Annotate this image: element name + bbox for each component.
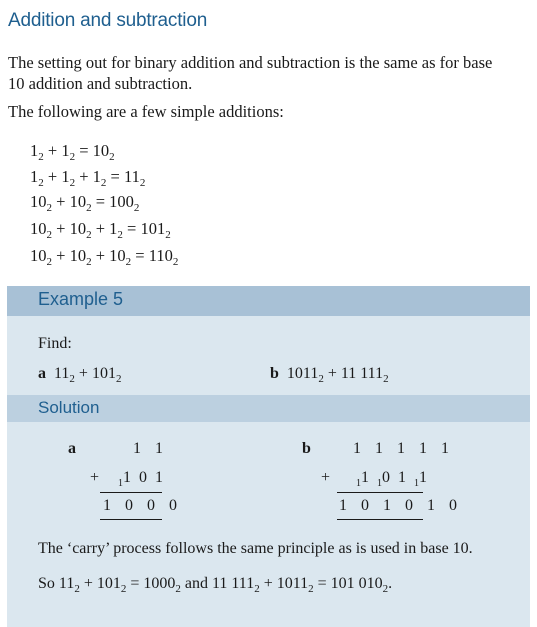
base-subscript: 2 <box>46 229 52 241</box>
solution-header <box>7 395 530 422</box>
plus-sign: + <box>79 575 97 592</box>
binary-number <box>61 167 76 189</box>
digit-gap <box>147 469 155 486</box>
digit-gap <box>390 469 398 486</box>
digit-gap <box>406 469 414 486</box>
digit: 0 <box>139 469 147 486</box>
solution-a-plus: + <box>90 469 100 486</box>
part-b-label: b <box>270 365 279 382</box>
binary-number <box>92 167 107 189</box>
base-subscript: 2 <box>120 583 127 595</box>
number-value: 10 <box>69 219 87 238</box>
number-value: 1 <box>61 167 70 186</box>
base-subscript: 2 <box>165 229 171 241</box>
example-title: Example 5 <box>38 289 124 309</box>
solution-b-row2 <box>356 469 427 489</box>
number-value: 1 <box>109 219 118 238</box>
base-subscript: 2 <box>139 177 146 189</box>
find-label: Find: <box>38 335 72 352</box>
binary-number <box>330 575 389 595</box>
number-value: 1 <box>92 167 101 186</box>
solution-b-row1: 1 1 1 1 1 <box>353 440 454 457</box>
base-subscript: 2 <box>86 202 92 214</box>
digit: 1 <box>155 469 163 486</box>
equation-row <box>30 192 139 212</box>
number-value: 10 <box>109 246 126 265</box>
base-subscript: 2 <box>38 177 44 189</box>
number-value: 11 111 <box>340 365 384 382</box>
part-b-expr <box>286 365 389 385</box>
number-value: 10 <box>92 141 110 160</box>
digit: 1 <box>123 469 131 486</box>
binary-number <box>143 575 181 595</box>
carry-digit: 1 <box>377 478 382 489</box>
solution-b-rule-bottom <box>337 519 423 520</box>
digit: 0 <box>382 469 390 486</box>
base-subscript: 2 <box>46 202 52 214</box>
binary-number <box>69 192 92 214</box>
equals-sign: = <box>313 575 331 592</box>
number-value: 100 <box>109 192 134 211</box>
binary-number <box>69 246 92 268</box>
solution-b-result: 1 0 1 0 1 0 <box>339 497 462 514</box>
binary-number <box>109 192 140 214</box>
solution-a-row1: 1 1 <box>133 440 168 457</box>
binary-number <box>69 219 92 241</box>
digit-gap <box>131 469 139 486</box>
base-subscript: 2 <box>133 202 140 214</box>
intro-paragraph <box>8 52 492 94</box>
base-subscript: 2 <box>115 373 122 385</box>
number-value: 101 <box>91 365 116 382</box>
carry-note: The ‘carry’ process follows the same principle as is used in base 10. <box>38 540 473 557</box>
binary-number <box>54 365 75 385</box>
example-header <box>7 286 530 316</box>
number-value: 1 <box>30 141 39 160</box>
binary-number <box>58 575 80 595</box>
equals-sign: = <box>122 219 141 238</box>
binary-number <box>30 246 52 268</box>
number-value: 10 <box>30 192 47 211</box>
binary-number <box>30 141 44 163</box>
number-value: 1011 <box>276 575 309 592</box>
binary-number <box>30 219 52 241</box>
number-value: 101 <box>140 219 166 238</box>
equals-sign: = <box>75 141 93 160</box>
binary-number <box>30 167 44 189</box>
number-value: 110 <box>148 246 173 265</box>
plus-sign: + <box>74 365 92 382</box>
number-value: 1011 <box>286 365 319 382</box>
number-value: 1 <box>61 141 70 160</box>
solution-a-rule-bottom <box>100 519 162 520</box>
number-value: 10 <box>30 246 47 265</box>
binary-number <box>123 167 146 189</box>
part-a-expr <box>54 365 122 385</box>
equals-sign: = <box>126 575 144 592</box>
intro-line-1: The setting out for binary addition and subtraction is the same as for base <box>8 53 493 72</box>
plus-sign: + <box>52 219 70 238</box>
base-subscript: 2 <box>46 256 52 268</box>
carry-digit: 1 <box>356 478 361 489</box>
base-subscript: 2 <box>69 177 76 189</box>
base-subscript: 2 <box>86 229 92 241</box>
base-subscript: 2 <box>74 583 80 595</box>
equation-row <box>30 167 145 187</box>
base-subscript: 2 <box>175 583 181 595</box>
plus-sign: + <box>323 365 341 382</box>
intro-line-2: 10 addition and subtraction. <box>8 74 193 93</box>
solution-b-rule-top <box>337 492 423 493</box>
digit: 1 <box>419 469 427 486</box>
digit-gap <box>369 469 377 486</box>
base-subscript: 2 <box>109 151 115 163</box>
solution-a-rule-top <box>100 492 162 493</box>
plus-sign: + <box>91 246 110 265</box>
solution-b-label: b <box>302 440 311 457</box>
equals-sign: = <box>106 167 124 186</box>
binary-number <box>286 365 324 385</box>
number-value: 101 010 <box>330 575 383 592</box>
number-value: 1000 <box>143 575 176 592</box>
solution-a-label: a <box>68 440 76 457</box>
plus-sign: + <box>91 219 110 238</box>
plus-sign: + <box>259 575 277 592</box>
base-subscript: 2 <box>172 256 179 268</box>
section-heading: Addition and subtraction <box>8 10 208 31</box>
summary-period: . <box>388 575 393 592</box>
equals-sign: = <box>131 246 149 265</box>
part-a <box>38 365 121 383</box>
equation-row <box>30 246 178 266</box>
base-subscript: 2 <box>86 256 92 268</box>
binary-number <box>109 219 123 241</box>
part-a-label: a <box>38 365 46 382</box>
carry-digit: 1 <box>414 478 419 489</box>
binary-number <box>148 246 179 268</box>
base-subscript: 2 <box>125 256 132 268</box>
plus-sign: + <box>43 167 62 186</box>
number-value: 11 <box>58 575 75 592</box>
plus-sign: + <box>43 141 62 160</box>
digit: 1 <box>398 469 406 486</box>
number-value: 101 <box>96 575 121 592</box>
number-value: 11 <box>54 365 70 382</box>
equation-row <box>30 219 171 239</box>
binary-number <box>211 575 260 595</box>
binary-number <box>61 141 76 163</box>
number-value: 11 <box>123 167 140 186</box>
plus-sign: + <box>52 192 70 211</box>
equals-sign: = <box>91 192 110 211</box>
base-subscript: 2 <box>382 583 389 595</box>
solution-a-row2 <box>118 469 163 489</box>
summary-line <box>38 575 392 593</box>
base-subscript: 2 <box>308 583 314 595</box>
solution-b-plus: + <box>321 469 331 486</box>
binary-number <box>91 365 122 385</box>
binary-number <box>340 365 389 385</box>
following-text: The following are a few simple additions: <box>8 102 284 121</box>
binary-number <box>30 192 52 214</box>
equation-row <box>30 141 115 161</box>
base-subscript: 2 <box>383 373 389 385</box>
plus-sign: + <box>52 246 70 265</box>
binary-number <box>109 246 132 268</box>
carry-digit: 1 <box>118 478 123 489</box>
number-value: 10 <box>30 219 47 238</box>
digit: 1 <box>361 469 369 486</box>
base-subscript: 2 <box>38 151 44 163</box>
summary-and: and <box>180 575 212 592</box>
binary-number <box>140 219 171 241</box>
base-subscript: 2 <box>117 229 123 241</box>
number-value: 10 <box>69 246 87 265</box>
binary-number <box>276 575 314 595</box>
base-subscript: 2 <box>254 583 260 595</box>
number-value: 1 <box>30 167 39 186</box>
base-subscript: 2 <box>100 177 107 189</box>
solution-a-result: 1 0 0 0 <box>103 497 182 514</box>
base-subscript: 2 <box>69 151 76 163</box>
base-subscript: 2 <box>69 373 75 385</box>
binary-number <box>92 141 115 163</box>
plus-sign: + <box>75 167 93 186</box>
number-value: 10 <box>69 192 87 211</box>
number-value: 11 111 <box>211 575 255 592</box>
binary-number <box>96 575 127 595</box>
solution-title: Solution <box>38 398 100 417</box>
part-b <box>270 365 389 383</box>
base-subscript: 2 <box>318 373 324 385</box>
summary-prefix: So <box>38 575 59 592</box>
